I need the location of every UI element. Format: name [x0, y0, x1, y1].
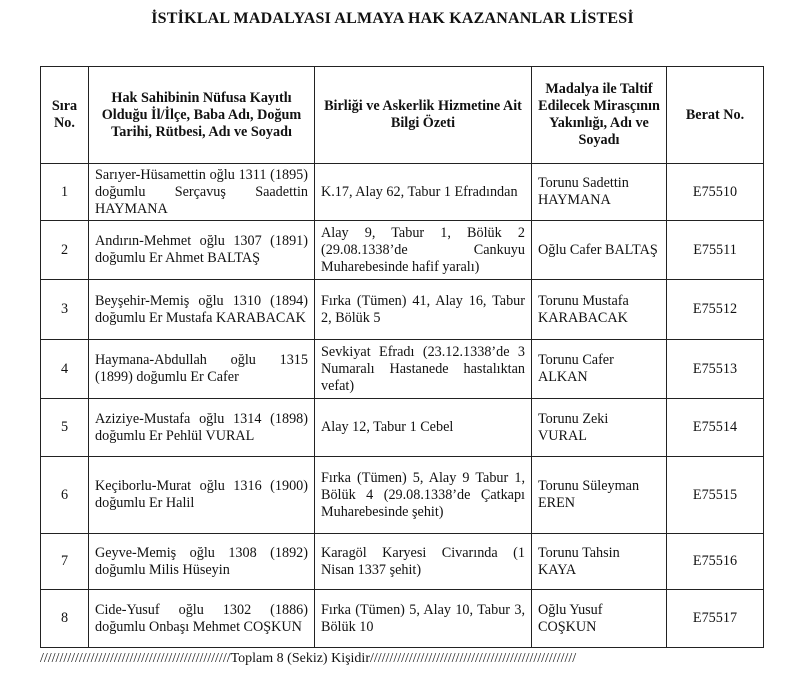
cell-hak-sahibi: Beyşehir-Memiş oğlu 1310 (1894) doğumlu Er Mustafa KARABACAK	[89, 280, 315, 340]
document-title: İSTİKLAL MADALYASI ALMAYA HAK KAZANANLAR LİSTESİ	[151, 10, 634, 27]
cell-hak-sahibi: Keçiborlu-Murat oğlu 1316 (1900) doğumlu Er Halil	[89, 457, 315, 534]
header-berat: Berat No.	[667, 67, 764, 164]
table-row	[41, 399, 764, 457]
cell-hak-sahibi: Cide-Yusuf oğlu 1302 (1886) doğumlu Onbaşı Mehmet COŞKUN	[89, 590, 315, 648]
footer-left-slashes: /////////////////////////////////////////////////	[40, 651, 231, 666]
cell-mirasci: Torunu Mustafa KARABACAK	[532, 280, 667, 340]
cell-hak-sahibi: Haymana-Abdullah oğlu 1315 (1899) doğumlu Er Cafer	[89, 340, 315, 399]
cell-berat: E75515	[667, 457, 764, 534]
footer-right-slashes: /////////////////////////////////////////////////////	[369, 651, 577, 666]
cell-birlik: Fırka (Tümen) 41, Alay 16, Tabur 2, Bölük 5	[315, 280, 532, 340]
header-sira: Sıra No.	[41, 67, 89, 164]
cell-mirasci: Torunu Tahsin KAYA	[532, 534, 667, 590]
table-row	[41, 534, 764, 590]
cell-berat: E75512	[667, 280, 764, 340]
header-birlik: Birliği ve Askerlik Hizmetine Ait Bilgi Özeti	[315, 67, 532, 164]
table-row	[41, 340, 764, 399]
table-row	[41, 590, 764, 648]
cell-sira: 5	[41, 399, 89, 457]
cell-sira: 8	[41, 590, 89, 648]
cell-sira: 7	[41, 534, 89, 590]
cell-berat: E75516	[667, 534, 764, 590]
cell-hak-sahibi: Geyve-Memiş oğlu 1308 (1892) doğumlu Milis Hüseyin	[89, 534, 315, 590]
header-hak-sahibi: Hak Sahibinin Nüfusa Kayıtlı Olduğu İl/İlçe, Baba Adı, Doğum Tarihi, Rütbesi, Adı ve Soyadı	[89, 67, 315, 164]
cell-mirasci: Oğlu Yusuf COŞKUN	[532, 590, 667, 648]
table-row	[41, 221, 764, 280]
cell-sira: 3	[41, 280, 89, 340]
cell-hak-sahibi: Sarıyer-Hüsamettin oğlu 1311 (1895) doğumlu Serçavuş Saadettin HAYMANA	[89, 164, 315, 221]
cell-birlik: Sevkiyat Efradı (23.12.1338’de 3 Numaralı Hastanede hastalıktan vefat)	[315, 340, 532, 399]
cell-berat: E75514	[667, 399, 764, 457]
cell-birlik: K.17, Alay 62, Tabur 1 Efradından	[315, 164, 532, 221]
cell-berat: E75510	[667, 164, 764, 221]
table-header-row	[41, 67, 764, 164]
cell-sira: 6	[41, 457, 89, 534]
cell-birlik: Fırka (Tümen) 5, Alay 9 Tabur 1, Bölük 4 (29.08.1338’de Çatkapı Muharebesinde şehit)	[315, 457, 532, 534]
cell-mirasci: Torunu Süleyman EREN	[532, 457, 667, 534]
table-row	[41, 164, 764, 221]
footer-total: Toplam 8 (Sekiz) Kişidir	[230, 651, 370, 666]
cell-mirasci: Torunu Zeki VURAL	[532, 399, 667, 457]
cell-birlik: Fırka (Tümen) 5, Alay 10, Tabur 3, Bölük 10	[315, 590, 532, 648]
cell-mirasci: Oğlu Cafer BALTAŞ	[532, 221, 667, 280]
cell-mirasci: Torunu Cafer ALKAN	[532, 340, 667, 399]
cell-sira: 4	[41, 340, 89, 399]
cell-hak-sahibi: Aziziye-Mustafa oğlu 1314 (1898) doğumlu Er Pehlül VURAL	[89, 399, 315, 457]
award-recipients-table	[40, 66, 764, 648]
cell-birlik: Alay 9, Tabur 1, Bölük 2 (29.08.1338’de Cankuyu Muharebesinde hafif yaralı)	[315, 221, 532, 280]
cell-hak-sahibi: Andırın-Mehmet oğlu 1307 (1891) doğumlu Er Ahmet BALTAŞ	[89, 221, 315, 280]
table-row	[41, 457, 764, 534]
cell-birlik: Alay 12, Tabur 1 Cebel	[315, 399, 532, 457]
cell-birlik: Karagöl Karyesi Civarında (1 Nisan 1337 şehit)	[315, 534, 532, 590]
header-madalya: Madalya ile Taltif Edilecek Mirasçının Yakınlığı, Adı ve Soyadı	[532, 67, 667, 164]
cell-berat: E75517	[667, 590, 764, 648]
cell-berat: E75513	[667, 340, 764, 399]
table-footer	[40, 651, 763, 667]
cell-mirasci: Torunu Sadettin HAYMANA	[532, 164, 667, 221]
cell-berat: E75511	[667, 221, 764, 280]
table-row	[41, 280, 764, 340]
cell-sira: 1	[41, 164, 89, 221]
cell-sira: 2	[41, 221, 89, 280]
